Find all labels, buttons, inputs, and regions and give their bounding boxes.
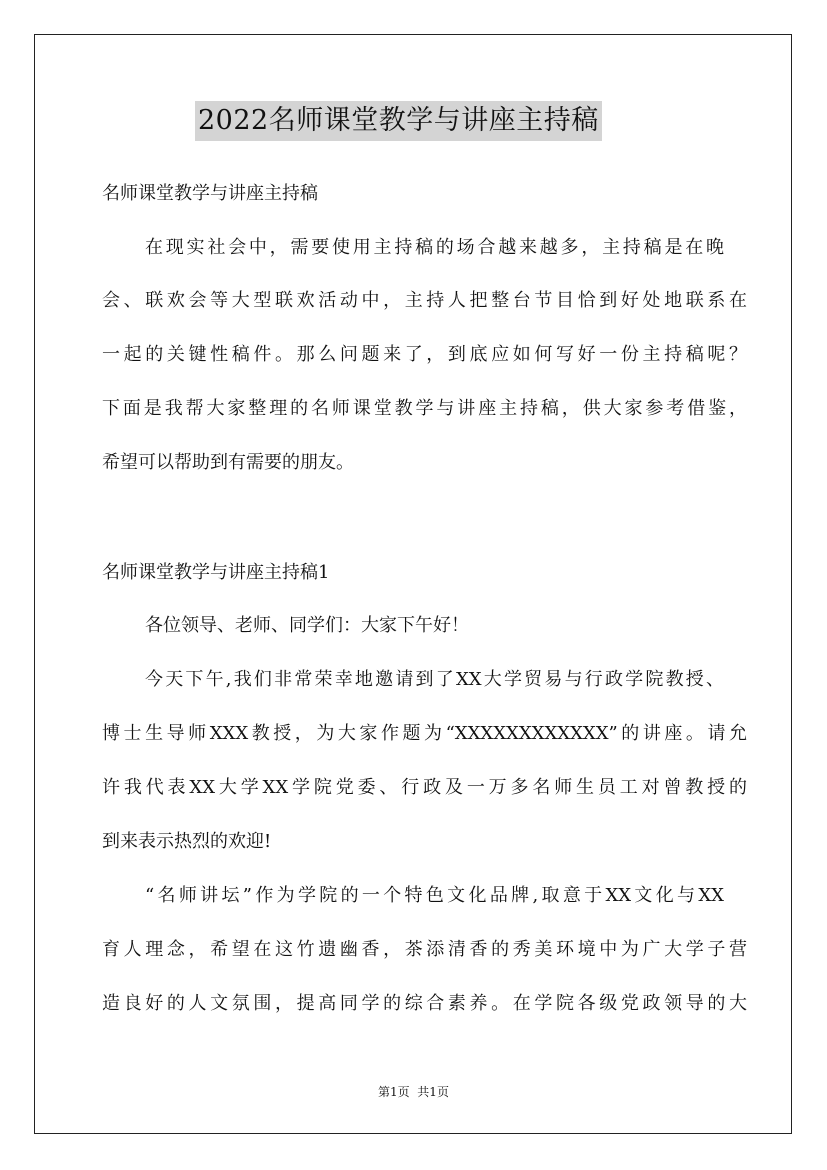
paragraph-line: 造良好的人文氛围，提高同学的综合素养。在学院各级党政领导的大 xyxy=(102,993,747,1014)
paragraph-line: 今天下午,我们非常荣幸地邀请到了XX大学贸易与行政学院教授、 xyxy=(145,669,724,690)
section-heading: 名师课堂教学与讲座主持稿1 xyxy=(102,562,330,583)
intro-line: 一起的关键性稿件。那么问题来了，到底应如何写好一份主持稿呢？ xyxy=(102,344,747,365)
document-subtitle: 名师课堂教学与讲座主持稿 xyxy=(102,183,318,204)
paragraph-line: 博士生导师XXX教授，为大家作题为“XXXXXXXXXXXX”的讲座。请允 xyxy=(102,723,747,744)
page-number-footer: 第1页 共1页 xyxy=(378,1085,449,1099)
paragraph-line: 到来表示热烈的欢迎! xyxy=(102,831,272,852)
document-title: 2022名师课堂教学与讲座主持稿 xyxy=(195,101,602,141)
greeting-line: 各位领导、老师、同学们：大家下午好！ xyxy=(145,615,469,636)
intro-line: 下面是我帮大家整理的名师课堂教学与讲座主持稿，供大家参考借鉴， xyxy=(102,398,747,419)
intro-line: 希望可以帮助到有需要的朋友。 xyxy=(102,452,354,473)
paragraph-line: 育人理念，希望在这竹遗幽香，茶添清香的秀美环境中为广大学子营 xyxy=(102,939,747,960)
paragraph-line: “名师讲坛”作为学院的一个特色文化品牌,取意于XX文化与XX xyxy=(145,885,724,906)
intro-line: 会、联欢会等大型联欢活动中，主持人把整台节目恰到好处地联系在 xyxy=(102,290,747,311)
intro-line: 在现实社会中，需要使用主持稿的场合越来越多，主持稿是在晚 xyxy=(145,237,724,258)
paragraph-line: 许我代表XX大学XX学院党委、行政及一万多名师生员工对曾教授的 xyxy=(102,777,747,798)
